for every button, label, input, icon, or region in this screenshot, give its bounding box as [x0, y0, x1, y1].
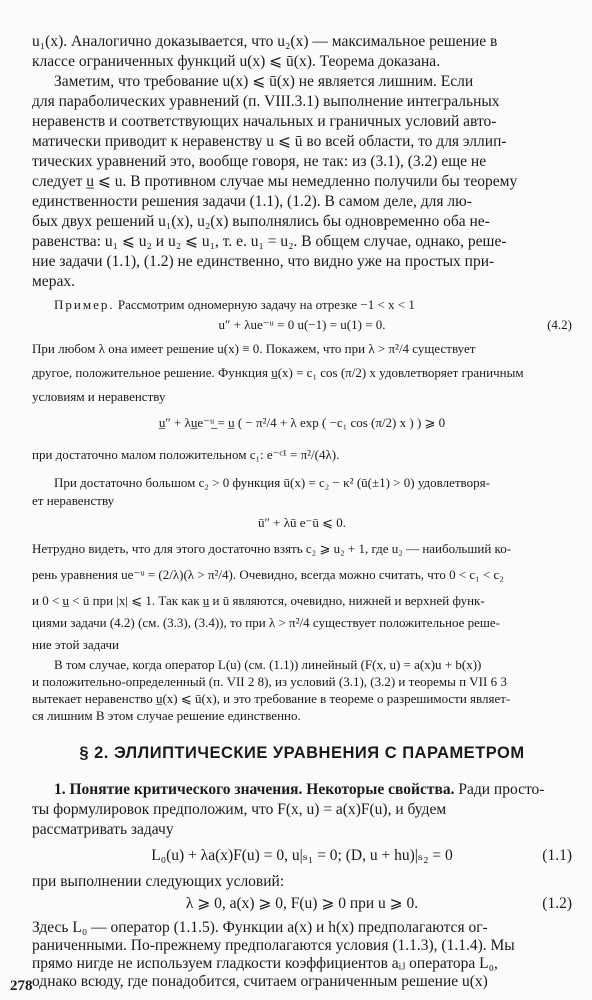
text-line: матически приводит к неравенству u ⩽ ū во всей области, то для эллип-: [32, 133, 507, 150]
inequality-upper: ū″ + λū e⁻ū ⩽ 0.: [257, 515, 347, 530]
text-line: другое, положительное решение. Функция u̲(x) = c₁ cos (π/2) x удовлетворяет граничным: [32, 365, 524, 380]
text-line: При любом λ она имеет решение u(x) ≡ 0. Покажем, что при λ > π²/4 существует: [32, 341, 476, 356]
text-line: мерах.: [32, 273, 75, 290]
subsection-rest: Ради просто-: [458, 781, 545, 798]
equation-4-2-tag: (4.2): [547, 317, 572, 332]
text-line: следует u̲ ⩽ u. В противном случае мы немедленно получили бы теорему: [32, 173, 518, 190]
text-line: тических уравнений это, вообще говоря, не так: из (3.1), (3.2) еще не: [32, 153, 487, 170]
text-line: ты формулировок предположим, что F(x, u) = a(x)F(u), и будем: [32, 801, 447, 818]
subsection-title: 1. Понятие критического значения. Некоторые свойства.: [54, 781, 455, 798]
equation-1-1-body: L₀(u) + λa(x)F(u) = 0, u|ₛ₁ = 0; (D, u + hu)|ₛ₂ = 0: [151, 847, 453, 864]
subsection-line: [54, 780, 572, 800]
example-intro: [54, 296, 572, 313]
text-line: вытекает неравенство u̲(x) ⩽ ū(x), и это требование в теореме о разрешимости являет-: [32, 691, 511, 706]
text-line: неравенств и соответствующих начальных и граничных условий авто-: [32, 113, 497, 130]
text-line: u₁(x). Аналогично доказывается, что u₂(x) — максимальное решение в: [32, 33, 498, 50]
text-line: В том случае, когда оператор L(u) (см. (1.1)) линейный (F(x, u) = a(x)u + b(x)): [54, 657, 482, 672]
text-line: При достаточно большом c₂ > 0 функция ū(x) = c₂ − κ² (ū(±1) > 0) удовлетворя-: [54, 475, 490, 490]
text-line: ся лишним В этом случае решение единственно.: [32, 708, 301, 723]
text-line: раниченными. По-прежнему предполагаются условия (1.1.3), (1.1.4). Мы: [32, 937, 515, 954]
text-line: при выполнении следующих условий:: [32, 873, 285, 890]
section-title: § 2. ЭЛЛИПТИЧЕСКИЕ УРАВНЕНИЯ С ПАРАМЕТРОМ: [79, 744, 525, 762]
text-line: Нетрудно видеть, что для этого достаточно взять c₂ ⩾ u₂ + 1, где u₂ — наибольший ко-: [32, 541, 512, 556]
text-line: и положительно-определенный (п. VII 2 8), из условий (3.1), (3.2) и теоремы п VII 6 3: [32, 674, 507, 689]
text-line: бых двух решений u₁(x), u₂(x) выполнялись бы одновременно оба не-: [32, 213, 490, 230]
text-line: ет неравенству: [32, 493, 115, 508]
equation-1-2-tag: (1.2): [542, 895, 572, 912]
text-line: и 0 < u̲ < ū при |x| ⩽ 1. Так как u̲ и ū являются, очевидно, нижней и верхней функ-: [32, 593, 485, 608]
equation-1-2-body: λ ⩾ 0, a(x) ⩾ 0, F(u) ⩾ 0 при u ⩾ 0.: [185, 895, 419, 912]
example-label: Пример.: [54, 297, 115, 312]
equation-4-2-body: u″ + λue⁻ᵘ = 0 u(−1) = u(1) = 0.: [218, 317, 386, 332]
equation-4-2: [32, 316, 572, 333]
equation-1-2: [32, 894, 572, 914]
text-line: прямо нигде не используем гладкости коэффициентов aᵢⱼ оператора L₀,: [32, 955, 498, 972]
equation-1-1-tag: (1.1): [542, 847, 572, 864]
text-line: Здесь L₀ — оператор (1.1.5). Функции a(x) и h(x) предполагаются ог-: [32, 919, 488, 936]
text-line: при достаточно малом положительном c₁: e⁻ᶜ¹ = π²/(4λ).: [32, 447, 340, 462]
page-number: 278: [10, 978, 33, 994]
text-line: ние задачи (1.1), (1.2) не единственно, что видно уже на простых при-: [32, 253, 495, 270]
text-line: условиям и неравенству: [32, 389, 166, 404]
text-line: рень уравнения ue⁻ᵘ = (2/λ)(λ > π²/4). Очевидно, всегда можно считать, что 0 < c₁ < c₂: [32, 567, 504, 582]
equation-1-1: [32, 846, 572, 866]
text-line: Заметим, что требование u(x) ⩽ ū(x) не является лишним. Если: [54, 73, 474, 90]
text-line: однако всюду, где понадобится, считаем ограниченным решение u(x): [32, 973, 488, 990]
text-line: циями задачи (4.2) (см. (3.3), (3.4)), то при λ > π²/4 существует положительное реше-: [32, 615, 500, 630]
inequality-lower: u̲″ + λu̲e⁻ᵘ̲ = u̲ ( − π²/4 + λ exp ( −c₁ cos (π/2) x ) ) ⩾ 0: [158, 415, 446, 430]
text-line: равенства: u₁ ⩽ u₂ и u₂ ⩽ u₁, т. е. u₁ = u₂. В общем случае, однако, реше-: [32, 233, 507, 250]
text-line: единственности решения задачи (1.1), (1.2). В самом деле, для лю-: [32, 193, 472, 210]
example-text: Рассмотрим одномерную задачу на отрезке −1 < x < 1: [117, 297, 415, 312]
text-line: рассматривать задачу: [32, 821, 174, 838]
text-line: для параболических уравнений (п. VIII.3.1) выполнение интегральных: [32, 93, 500, 110]
text-line: ние этой задачи: [32, 637, 119, 652]
text-line: классе ограниченных функций u(x) ⩽ ū(x). Теорема доказана.: [32, 53, 441, 70]
